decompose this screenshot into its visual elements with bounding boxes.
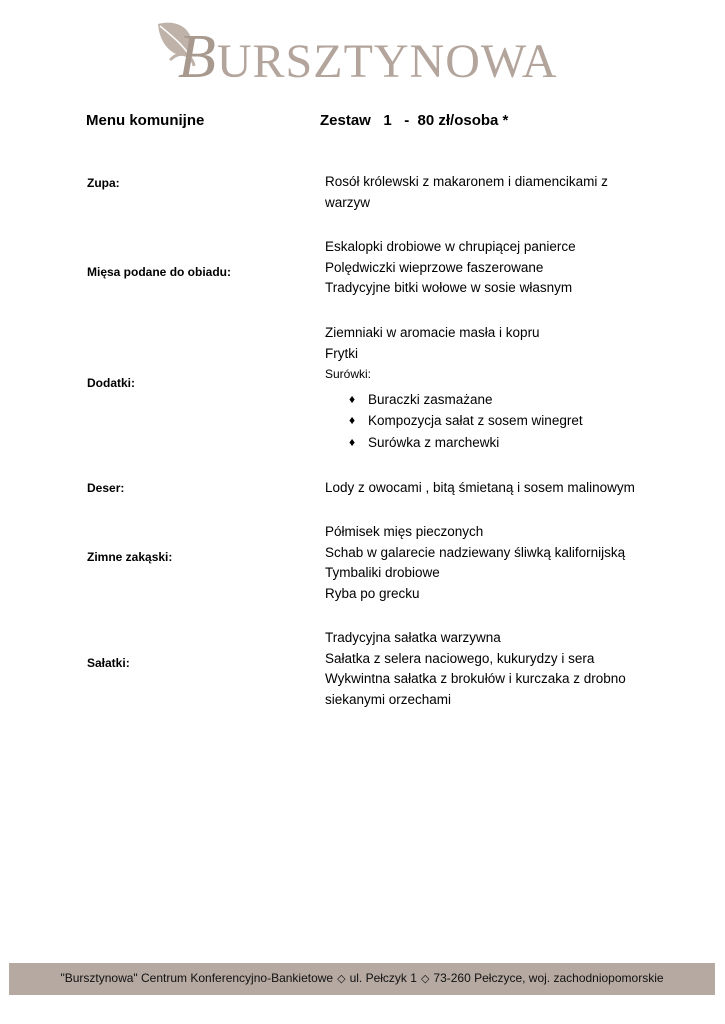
brand-name: URSZTYNOWA <box>216 35 558 88</box>
list-item: Tradycyjne bitki wołowe w sosie własnym <box>325 280 573 295</box>
list-item: Rosół królewski z makaronem i diamencikami z <box>325 174 608 189</box>
diamond-bullet-icon: ♦ <box>349 434 356 449</box>
list-item <box>325 410 655 432</box>
list-item: Sałatka z selera naciowego, kukurydzy i sera <box>325 650 595 666</box>
label-zupa: Zupa: <box>87 176 120 190</box>
footer-company: "Bursztynowa" Centrum Konferencyjno-Bankietowe <box>60 971 334 985</box>
list-item: Lody z owocami , bitą śmietaną i sosem malinowym <box>325 480 635 495</box>
bullet-text: Buraczki zasmażane <box>368 391 493 407</box>
footer-street: ul. Pełczyk 1 <box>349 971 417 985</box>
list-item <box>325 432 655 454</box>
menu-title: Menu komunijne <box>86 112 205 129</box>
footer-city: 73-260 Pełczyce, woj. zachodniopomorskie <box>433 971 664 985</box>
bullet-text: Surówka z marchewki <box>368 434 500 450</box>
label-zakaski: Zimne zakąski: <box>87 550 173 564</box>
zakaski-items <box>325 522 665 604</box>
footer-address <box>9 971 715 985</box>
list-item: Polędwiczki wieprzowe faszerowane <box>325 259 544 275</box>
dodatki-items <box>325 323 655 453</box>
list-item: Ryba po grecku <box>325 585 420 601</box>
list-item: Frytki <box>325 345 358 361</box>
zupa-items <box>325 172 655 213</box>
brand-initial: B <box>178 23 217 91</box>
list-item: Wykwintna sałatka z brokułów i kurczaka z drobno <box>325 671 626 686</box>
bullet-text: Kompozycja sałat z sosem winegret <box>368 413 583 428</box>
label-salatki: Sałatki: <box>87 656 130 670</box>
brand-wordmark <box>178 22 558 93</box>
list-item: Ziemniaki w aromacie masła i kopru <box>325 325 540 340</box>
list-item: siekanymi orzechami <box>325 691 452 707</box>
list-item: Eskalopki drobiowe w chrupiącej panierce <box>325 239 576 254</box>
surowki-label: Surówki: <box>325 367 372 381</box>
diamond-bullet-icon: ♦ <box>349 391 356 406</box>
salatki-items <box>325 628 665 710</box>
list-item: Schab w galarecie nadziewany śliwką kalifornijską <box>325 544 626 560</box>
label-dodatki: Dodatki: <box>87 376 135 390</box>
label-miesa: Mięsa podane do obiadu: <box>87 265 232 279</box>
list-item: Tymbaliki drobiowe <box>325 565 440 580</box>
list-item: Tradycyjna sałatka warzywna <box>325 630 501 645</box>
list-item <box>325 389 655 411</box>
diamond-separator-icon: ◇ <box>337 973 346 985</box>
miesa-items <box>325 237 655 299</box>
diamond-separator-icon: ◇ <box>420 973 430 985</box>
footer-bar <box>9 963 715 995</box>
label-deser: Deser: <box>87 481 125 495</box>
surowki-list <box>325 389 655 454</box>
list-item: warzyw <box>325 194 371 210</box>
brand-logo <box>150 14 560 91</box>
list-item: Półmisek mięs pieczonych <box>325 524 484 539</box>
diamond-bullet-icon: ♦ <box>349 413 356 427</box>
deser-items <box>325 478 665 499</box>
set-price-title: Zestaw 1 - 80 zł/osoba * <box>320 112 509 129</box>
